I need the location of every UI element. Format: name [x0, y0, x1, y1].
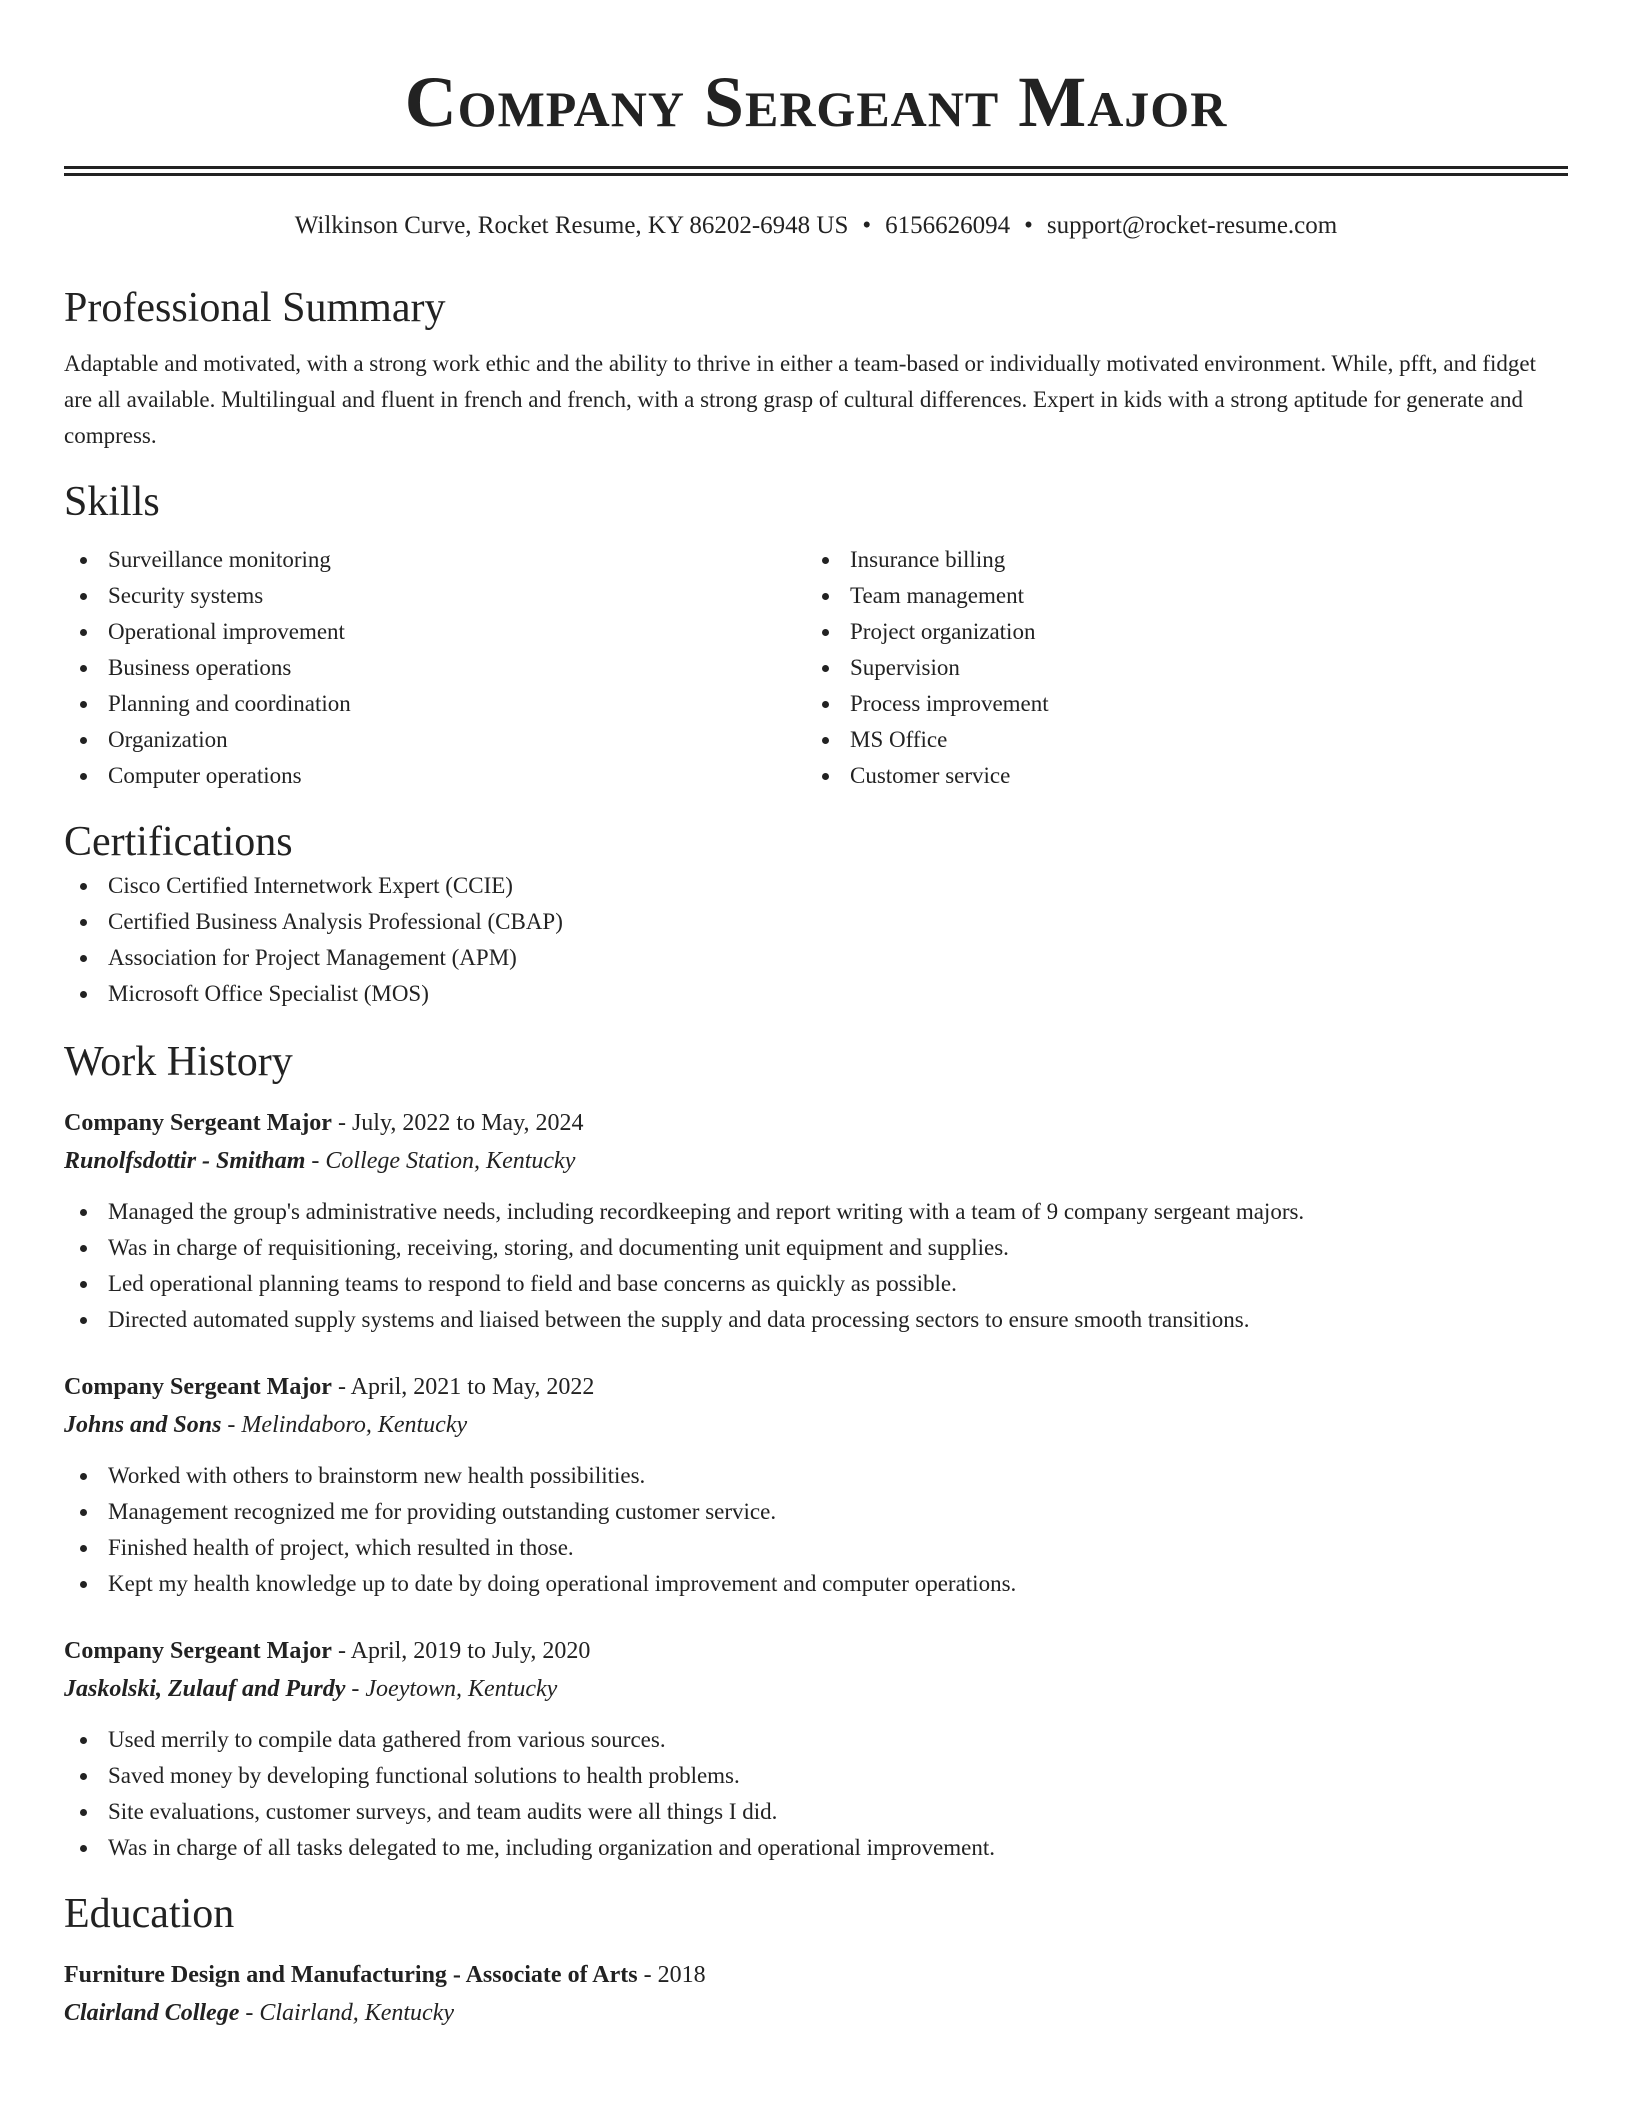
contact-separator: • — [862, 212, 872, 239]
skill-item: Business operations — [64, 650, 806, 686]
education-location: Clairland, Kentucky — [259, 2000, 454, 2026]
job-role: Company Sergeant Major — [64, 1638, 332, 1664]
job-title-line — [64, 1104, 1568, 1142]
job-bullet: Kept my health knowledge up to date by doing operational improvement and computer operations. — [64, 1566, 1568, 1602]
education-degree: Furniture Design and Manufacturing - Associate of Arts — [64, 1962, 638, 1988]
certification-item: Certified Business Analysis Professional (CBAP) — [64, 904, 1568, 940]
contact-address: Wilkinson Curve, Rocket Resume, KY 86202-6948 US — [294, 212, 849, 239]
job-bullet: Managed the group's administrative needs, including recordkeeping and report writing with a team of 9 company sergeant majors. — [64, 1194, 1568, 1230]
job-company-line — [64, 1670, 1568, 1708]
job-bullet: Management recognized me for providing outstanding customer service. — [64, 1494, 1568, 1530]
job-bullet: Used merrily to compile data gathered from various sources. — [64, 1722, 1568, 1758]
job-location: Melindaboro, Kentucky — [241, 1412, 468, 1438]
skill-item: Surveillance monitoring — [64, 542, 806, 578]
skill-item: Process improvement — [806, 686, 1568, 722]
education-year: 2018 — [657, 1962, 706, 1988]
job-title-line — [64, 1368, 1568, 1406]
skill-item: Project organization — [806, 614, 1568, 650]
job-role: Company Sergeant Major — [64, 1110, 332, 1136]
job-dates: April, 2019 to July, 2020 — [350, 1638, 591, 1664]
job-title-line — [64, 1632, 1568, 1670]
skill-item: Operational improvement — [64, 614, 806, 650]
certification-item: Association for Project Management (APM) — [64, 940, 1568, 976]
skill-item: Organization — [64, 722, 806, 758]
skill-item: Security systems — [64, 578, 806, 614]
certification-item: Microsoft Office Specialist (MOS) — [64, 976, 1568, 1012]
job-dash: - — [221, 1412, 242, 1438]
job-entry — [64, 1104, 1568, 1338]
skill-item: Team management — [806, 578, 1568, 614]
job-dash: - — [331, 1110, 352, 1136]
certifications-heading: Certifications — [64, 819, 293, 865]
contact-separator: • — [1024, 212, 1033, 239]
job-company: Johns and Sons — [64, 1412, 222, 1438]
job-bullet: Led operational planning teams to respond to field and base concerns as quickly as possible. — [64, 1266, 1568, 1302]
job-bullet: Was in charge of all tasks delegated to me, including organization and operational improvement. — [64, 1830, 1568, 1866]
job-location: Joeytown, Kentucky — [365, 1676, 558, 1702]
skills-columns — [64, 542, 1568, 794]
job-company-line — [64, 1142, 1568, 1180]
education-school-line — [64, 1994, 1568, 2032]
skill-item: MS Office — [806, 722, 1568, 758]
education-dash: - — [637, 1962, 658, 1988]
job-bullets — [64, 1458, 1568, 1602]
job-entry — [64, 1368, 1568, 1602]
skill-item: Supervision — [806, 650, 1568, 686]
header-divider — [64, 166, 1568, 176]
job-bullets — [64, 1722, 1568, 1866]
job-bullets — [64, 1194, 1568, 1338]
skill-item: Customer service — [806, 758, 1568, 794]
certifications-list — [64, 868, 1568, 1012]
job-dash: - — [331, 1374, 351, 1400]
education-entry — [64, 1956, 1568, 2032]
job-company-line — [64, 1406, 1568, 1444]
job-dash: - — [331, 1638, 351, 1664]
education-school: Clairland College — [64, 2000, 240, 2026]
contact-phone: 6156626094 — [885, 212, 1011, 239]
job-bullet: Saved money by developing functional solutions to health problems. — [64, 1758, 1568, 1794]
work-history-heading: Work History — [64, 1039, 293, 1085]
skills-list-right — [806, 542, 1568, 794]
contact-line — [64, 210, 1568, 242]
job-dash: - — [345, 1676, 366, 1702]
education-degree-line — [64, 1956, 1568, 1994]
education-heading: Education — [64, 1891, 235, 1937]
skill-item: Insurance billing — [806, 542, 1568, 578]
job-dates: April, 2021 to May, 2022 — [350, 1374, 595, 1400]
job-bullet: Finished health of project, which resulted in those. — [64, 1530, 1568, 1566]
job-role: Company Sergeant Major — [64, 1374, 332, 1400]
education-dash: - — [239, 2000, 260, 2026]
skill-item: Planning and coordination — [64, 686, 806, 722]
summary-heading: Professional Summary — [64, 285, 446, 331]
contact-email: support@rocket-resume.com — [1046, 212, 1338, 239]
job-bullet: Directed automated supply systems and liaised between the supply and data processing sectors to ensure smooth transitions. — [64, 1302, 1568, 1338]
job-location: College Station, Kentucky — [325, 1148, 576, 1174]
summary-text: Adaptable and motivated, with a strong work ethic and the ability to thrive in either a team-based or individually motivated environment. While, pfft, and fidget are all available. Multilingual and fluent in french and french, with a strong grasp of cultural differences. Expert in kids with a strong aptitude for generate and compress. — [64, 351, 1537, 448]
job-dates: July, 2022 to May, 2024 — [351, 1110, 584, 1136]
skills-list-left — [64, 542, 806, 794]
job-dash: - — [305, 1148, 326, 1174]
job-company: Jaskolski, Zulauf and Purdy — [64, 1676, 346, 1702]
job-bullet: Site evaluations, customer surveys, and team audits were all things I did. — [64, 1794, 1568, 1830]
skills-heading: Skills — [64, 479, 160, 525]
skill-item: Computer operations — [64, 758, 806, 794]
certification-item: Cisco Certified Internetwork Expert (CCIE) — [64, 868, 1568, 904]
job-bullet: Worked with others to brainstorm new health possibilities. — [64, 1458, 1568, 1494]
job-company: Runolfsdottir - Smitham — [64, 1148, 306, 1174]
job-entry — [64, 1632, 1568, 1866]
candidate-name: Company Sergeant Major — [404, 62, 1228, 142]
job-bullet: Was in charge of requisitioning, receiving, storing, and documenting unit equipment and supplies. — [64, 1230, 1568, 1266]
